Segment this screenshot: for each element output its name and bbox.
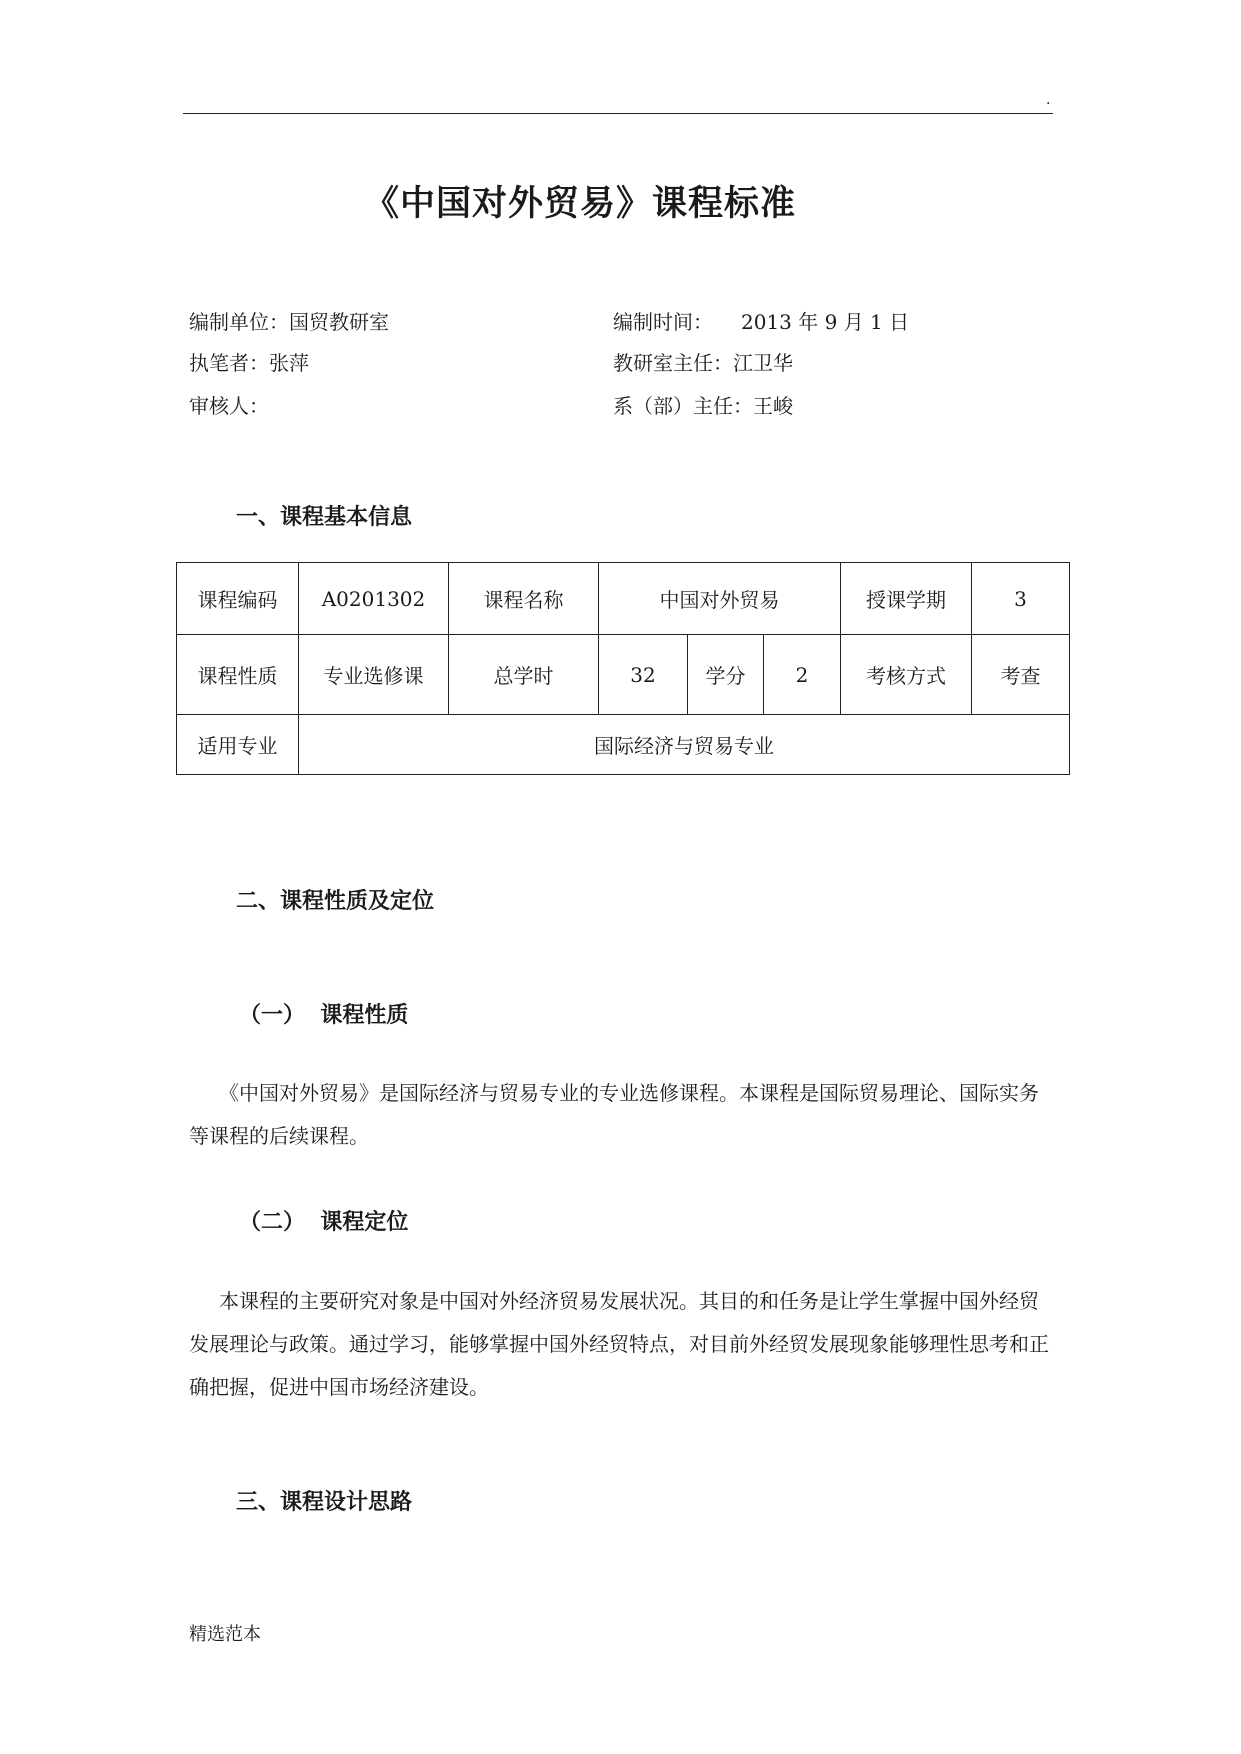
course-info-table bbox=[176, 562, 1070, 775]
meta-author-label: 执笔者： bbox=[189, 351, 269, 375]
meta-unit-label: 编制单位： bbox=[189, 310, 289, 334]
name-value: 中国对外贸易 bbox=[599, 563, 841, 635]
paragraph: 《中国对外贸易》是国际经济与贸易专业的专业选修课程。本课程是国际贸易理论、国际实务等课程的后续课程。 bbox=[189, 1081, 1039, 1148]
name-label: 课程名称 bbox=[449, 563, 599, 635]
section-2-sub1-text bbox=[189, 1072, 1055, 1158]
major-value: 国际经济与贸易专业 bbox=[299, 715, 1070, 775]
table-row bbox=[177, 563, 1070, 635]
header-mark: . bbox=[1046, 92, 1051, 108]
term-label: 授课学期 bbox=[841, 563, 972, 635]
section-1-heading: 一、课程基本信息 bbox=[236, 505, 413, 530]
meta-dept-value: 王峻 bbox=[753, 394, 793, 418]
meta-dept-label: 系（部）主任： bbox=[613, 394, 753, 418]
meta-time-value: 2013 年 9 月 1 日 bbox=[741, 310, 910, 334]
credit-label: 学分 bbox=[688, 635, 764, 715]
table-row bbox=[177, 635, 1070, 715]
hours-label: 总学时 bbox=[449, 635, 599, 715]
meta-director-value: 江卫华 bbox=[733, 351, 793, 375]
hours-value: 32 bbox=[599, 635, 688, 715]
section-2-sub1-heading: （一） 课程性质 bbox=[239, 1003, 409, 1028]
credit-value: 2 bbox=[764, 635, 841, 715]
section-2-sub2-text bbox=[189, 1280, 1055, 1409]
meta-author bbox=[189, 347, 309, 376]
section-3-heading: 三、课程设计思路 bbox=[236, 1490, 413, 1515]
nature-value: 专业选修课 bbox=[299, 635, 449, 715]
code-label: 课程编码 bbox=[177, 563, 299, 635]
meta-author-value: 张萍 bbox=[269, 351, 309, 375]
header-rule bbox=[183, 113, 1053, 114]
section-2-sub2-heading: （二） 课程定位 bbox=[239, 1210, 409, 1235]
exam-value: 考查 bbox=[972, 635, 1070, 715]
paragraph: 本课程的主要研究对象是中国对外经济贸易发展状况。其目的和任务是让学生掌握中国外经贸发展理论与政策。通过学习，能够掌握中国外经贸特点，对目前外经贸发展现象能够理性思考和正确把握，促进中国市场经济建设。 bbox=[189, 1289, 1049, 1399]
meta-reviewer bbox=[189, 390, 269, 419]
meta-director-label: 教研室主任： bbox=[613, 351, 733, 375]
nature-label: 课程性质 bbox=[177, 635, 299, 715]
meta-time-label: 编制时间： bbox=[613, 310, 713, 334]
term-value: 3 bbox=[972, 563, 1070, 635]
table-row bbox=[177, 715, 1070, 775]
page-footer: 精选范本 bbox=[189, 1624, 261, 1645]
meta-reviewer-label: 审核人： bbox=[189, 394, 269, 418]
section-2-heading: 二、课程性质及定位 bbox=[236, 889, 435, 914]
meta-time bbox=[613, 306, 909, 335]
meta-unit bbox=[189, 306, 389, 335]
exam-label: 考核方式 bbox=[841, 635, 972, 715]
meta-unit-value: 国贸教研室 bbox=[289, 310, 389, 334]
meta-dept bbox=[613, 390, 793, 419]
document-title: 《中国对外贸易》课程标准 bbox=[363, 184, 796, 224]
meta-director bbox=[613, 347, 793, 376]
major-label: 适用专业 bbox=[177, 715, 299, 775]
code-value: A0201302 bbox=[299, 563, 449, 635]
